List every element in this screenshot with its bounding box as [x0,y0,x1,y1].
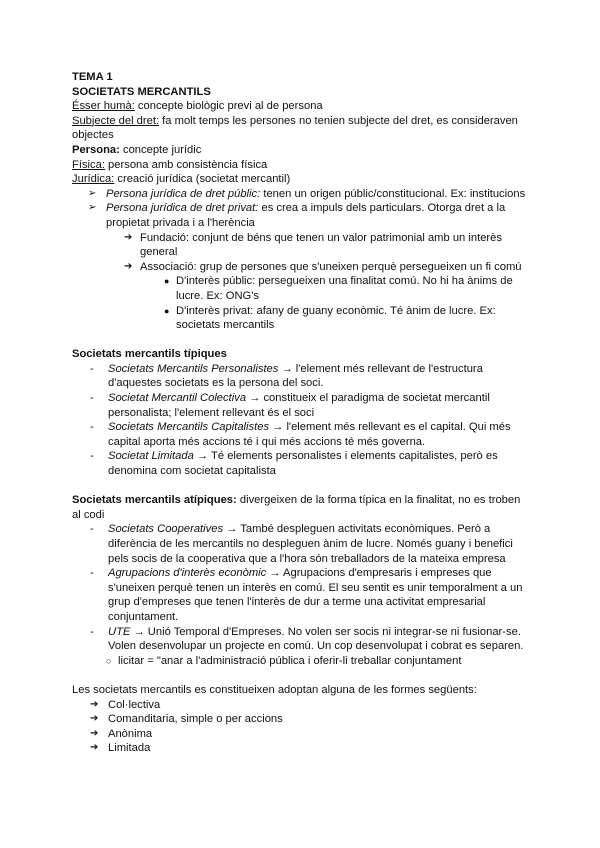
doc-title: TEMA 1 [72,71,113,83]
circle-bullet-icon: ○ [106,655,112,666]
list-item-ute: - UTE → Unió Temporal d'Empreses. No volen ser socis ni integrar-se ni fusionar-se. Volen desenvolupar un projecte en comú. Un cop desenvolupat i cobrat es separen. [90,625,524,653]
dash-bullet: - [90,362,94,375]
def-subjecte-dret: Subjecte del dret: fa molt temps les persones no tenien subjecte del dret, es consideraven objectes [72,114,518,142]
def-fisica: Física: persona amb consistència física [72,158,268,171]
dash-bullet: - [90,421,94,434]
def-juridica: Jurídica: creació jurídica (societat mercantil) [72,173,291,186]
dot-bullet-icon: ● [164,305,170,316]
list-item-comanditaria-forma: ➔ Comanditaria, simple o per accions [90,713,283,726]
arrow-right-icon: ➔ [90,727,99,739]
list-item-colectiva: - Societat Mercantil Colectiva → constitueix el paradigma de societat mercantil personalista; l'element rellevant és el soci [90,392,490,419]
list-item-dret-privat: ➢ Persona jurídica de dret privat: es crea a impuls dels particulars. Otorga dret a la propietat privada i a l'herència [88,202,506,229]
heading-atipiques: Societats mercantils atípiques: divergeixen de la forma típica en la finalitat, no es troben al codi [72,494,521,521]
doc-subtitle: SOCIETATS MERCANTILS [72,85,211,98]
arrow-right-icon: ➔ [124,231,133,243]
arrow-right-icon: ➔ [90,698,99,710]
dash-bullet: - [90,625,94,638]
list-item-licitar: ○ licitar = "anar a l'administració pública i oferir-li treballar conjuntament [106,654,462,667]
list-item-limitada: - Societat Limitada → Té elements personalistes i elements capitalistes, però es denomina com societat capitalista [90,450,498,478]
arrow-right-icon: ➔ [124,260,133,272]
document-page [72,70,532,756]
dash-bullet: - [90,523,94,536]
list-item-interes-public: ● D'interès públic: persegueixen una finalitat comú. No hi ha ànims de lucre. Ex: ONG's [164,275,513,302]
def-persona: Persona: concepte jurídic [72,143,202,156]
list-item-cooperatives: - Societats Cooperatives → També despleguen activitats econòmiques. Però a diferència de les mercantils no despleguen ànim de lucre. Només guany i benefici pels socis de la cooperativa que a l'hora són treballadors de la mateixa empresa [90,523,513,565]
arrow-bullet-icon: ➢ [88,187,97,199]
list-item-anonima-forma: ➔ Anònima [90,727,153,740]
heading-tipiques: Societats mercantils típiques [72,348,227,361]
arrow-bullet-icon: ➢ [88,202,97,214]
dot-bullet-icon: ● [164,276,170,287]
list-item-fundacio: ➔ Fundació: conjunt de béns que tenen un valor patrimonial amb un interès general [124,231,502,259]
list-item-dret-public: ➢ Persona jurídica de dret públic: tenen un origen públic/constitucional. Ex: institucions [88,187,526,200]
arrow-right-icon: ➔ [90,742,99,754]
list-item-personalistes: - Societats Mercantils Personalistes → l'element més rellevant de l'estructura d'aquestes societats es la persona del soci. [90,362,483,390]
dash-bullet: - [90,392,94,405]
def-esser-huma: Ésser humà: concepte biològic previ al de persona [72,100,323,113]
dash-bullet: - [90,450,94,463]
list-item-capitalistes: - Societats Mercantils Capitalistes → l'element més rellevant es el capital. Qui més capital aporta més accions té i qui més accions té més governa. [90,421,511,448]
list-item-associacio: ➔ Associació: grup de persones que s'uneixen perquè persegueixen un fi comú [124,260,522,273]
list-item-colectiva-forma: ➔ Col·lectiva [90,698,161,711]
formes-intro: Les societats mercantils es constitueixen adoptan alguna de les formes següents: [72,683,477,696]
arrow-right-icon: ➔ [90,713,99,725]
dash-bullet: - [90,567,94,580]
list-item-limitada-forma: ➔ Limitada [90,742,151,755]
list-item-agrupacions: - Agrupacions d'interès econòmic → Agrupacions d'empresaris i empreses que s'uneixen perquè tenen un interès en comú. El seu sentit es unir temporalment a un grup d'empreses que tenen l'interès de dur a terme una activitat empresarial conjuntament. [90,567,523,623]
list-item-interes-privat: ● D'interès privat: afany de guany econòmic. Té ànim de lucre. Ex: societats mercantils [164,304,496,332]
